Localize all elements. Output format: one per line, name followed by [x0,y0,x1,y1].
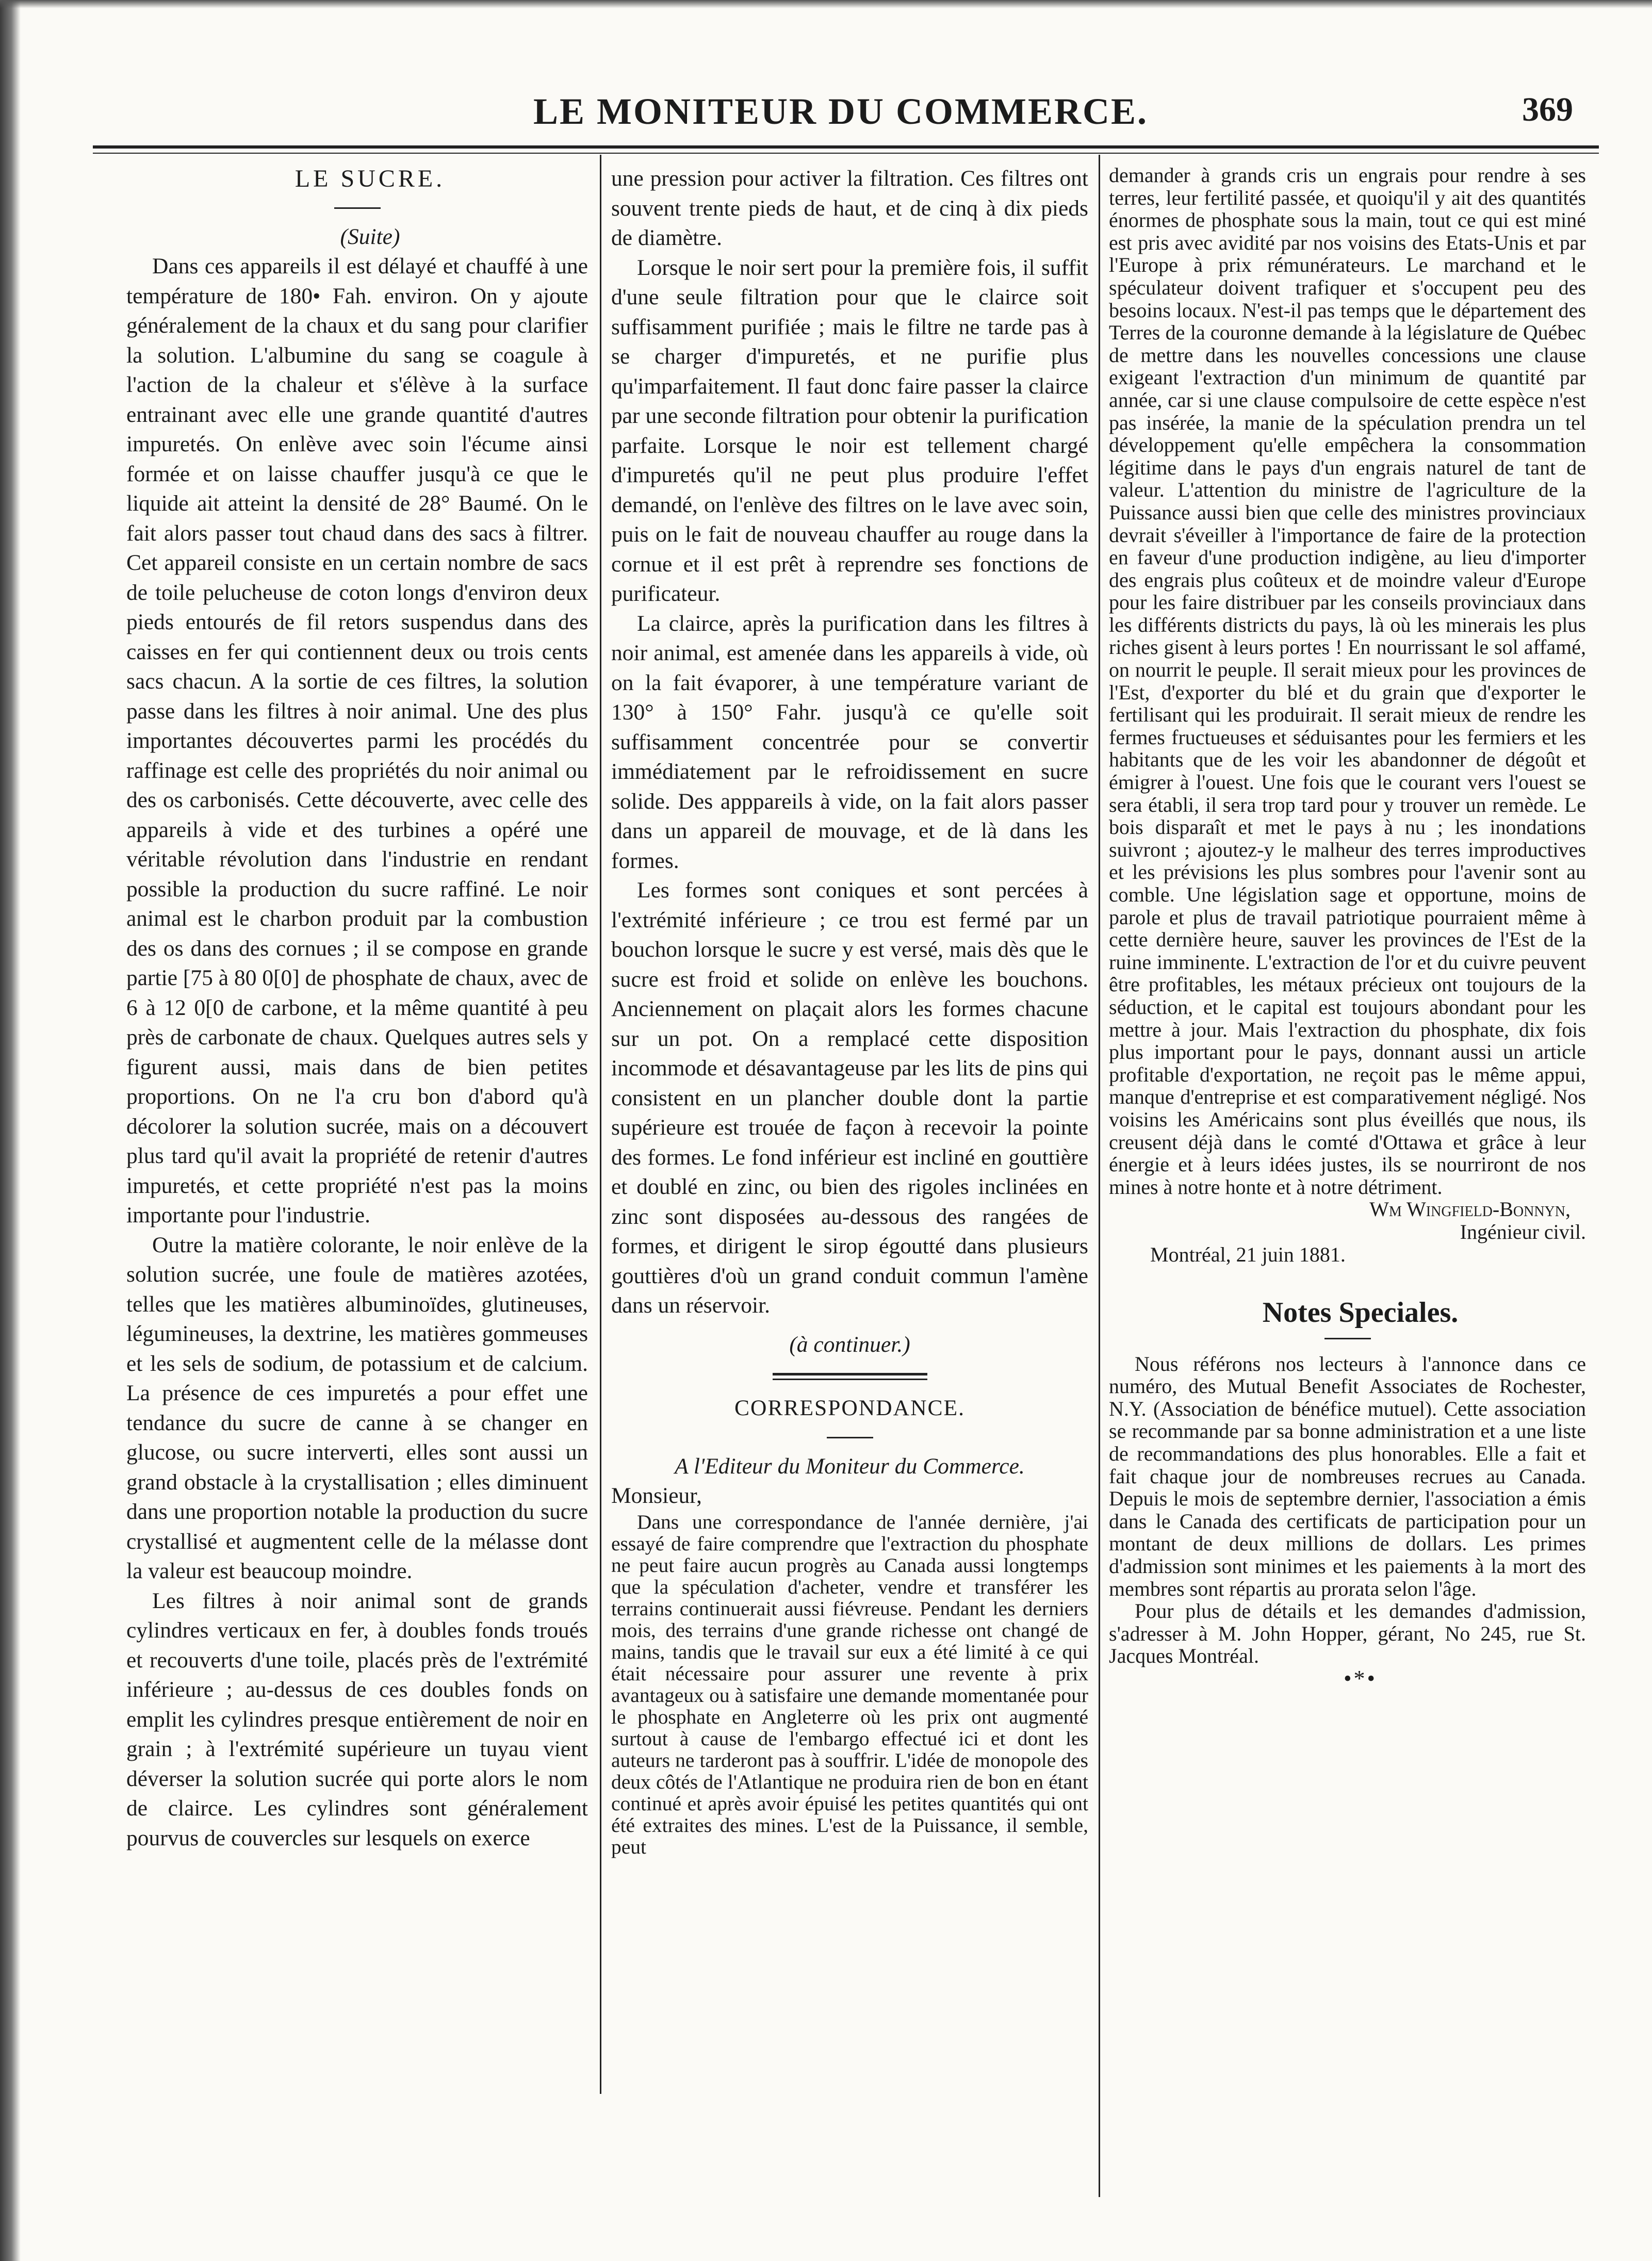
notes-title: Notes Speciales. [1262,1297,1459,1329]
ornament: •*• [1344,1666,1377,1691]
page-number: 369 [1522,91,1573,128]
header-rule [93,145,1599,149]
section-double-rule [773,1373,927,1380]
column-divider [600,155,601,2094]
article-paragraph: Les filtres à noir animal sont de grands cylindres verticaux en fer, à doubles fonds troués et recouverts d'une toile, placés près de l'extrémité inférieure ; au-dessus de ces doubles fonds on emplit les cylindres presque entièrement de noir en grain ; à l'extrémité supérieure un tuyau vient déverser la solution sucrée qui porte alors le nom de clairce. Les cylindres sont généralement pourvus de couvercles sur lesquels on exerce [126,1588,588,1850]
article-title: LE SUCRE. [295,165,446,192]
correspondence-continued: demander à grands cris un engrais pour rendre à ses terres, leur fertilité passée, et quoiqu'il y ait des quantités énormes de phosphate sous la main, tout ce qui est miné est pris avec avidité par nos voisins des Etats-Unis et par l'Europe à prix rémunérateurs. Le marchand et le spéculateur doivent trafiquer et s'occupent peu des besoins locaux. N'est-il pas temps que le département des Terres de la couronne demande à la législature de Québec de mettre dans les nouvelles concessions une clause exigeant l'extraction d'un minimum de quantité par année, car si une clause compulsoire de cette espèce n'est pas insérée, la manie de la spéculation prendra un tel développement qu'elle empêchera la consommation légitime dans le pays d'un engrais naturel de tant de valeur. L'attention du ministre de l'agriculture de la Puissance aussi bien que celle des ministres provinciaux devrait s'éveiller à l'importance de faire de la protection en faveur d'une production indigène, au lieu d'importer des engrais plus coûteux et de moindre valeur d'Europe pour les faire distribuer par les conseils provinciaux dans les différents districts du pays, là où les minerais les plus riches gisent à leurs portes ! En nourrissant le sol affamé, on nourrit le peuple. Il serait mieux pour les provinces de l'Est, d'exporter du blé et du grain que d'exporter le fertilisant qui les produirait. Il serait mieux de rendre les fermes fructueuses et séduisantes pour les fermiers et les habitants que de les voir les abandonner de dégoût et émigrer à l'ouest. Une fois que le courant vers l'ouest se sera établi, il sera trop tard pour y trouver un remède. Le bois disparaît et met le pays à nu ; les inondations suivront ; ajoutez-y le malheur des terres improductives et les prévisions les plus sombres pour l'avenir sont au comble. Une législation sage et opportune, moins de parole et plus de travail patriotique pourraient même à cette dernière heure, sauver les provinces de l'Est de la ruine imminente. L'extraction de l'or et du cuivre peuvent être profitables, les métaux précieux ont toujours de la séduction, et le capital est toujours abondant pour les mettre à jour. Mais l'extraction du phosphate, dix fois plus important pour le pays, donnant aussi un article profitable d'exportation, ne reçoit pas le même appui, manque d'entreprise et est comparativement négligé. Nos voisins les Américains sont plus éveillés que nous, ils creusent déjà dans le comté d'Ottawa et grâce à leur énergie et à leurs idées justes, ils se nourriront de nos mines à notre honte et à notre détriment. [1109,163,1586,1199]
article-paragraph: une pression pour activer la filtration. Ces filtres ont souvent trente pieds de haut, et de cinq à dix pieds de diamètre. [611,166,1088,250]
article-paragraph: La clairce, après la purification dans les filtres à noir animal, est amenée dans les appareils à vide, où on la fait évaporer, à une température variant de 130° à 150° Fahr. jusqu'à ce qu'elle soit suffisamment concentrée pour se convertir immédiatement par le refroidissement en sucre solide. Des apppareils à vide, on la fait alors passer dans un appareil de mouvage, et de là dans les formes. [611,611,1088,873]
column-left [126,164,588,1853]
correspondence-salutation: Monsieur, [611,1483,702,1508]
correspondence-title: CORRESPONDANCE. [734,1396,965,1420]
column-divider [1099,155,1100,2197]
column-middle [611,164,1088,1858]
dateline: Montréal, 21 juin 1881. [1150,1242,1346,1266]
signature-title: Ingénieur civil. [1460,1220,1586,1243]
title-rule [1324,1338,1371,1339]
article-paragraph: Lorsque le noir sert pour la première fois, il suffit d'une seule filtration pour que le clairce soit suffisamment purifiée ; mais le filtre ne tarde pas à se charger d'impuretés, et ne purifie plus qu'imparfaitement. Il faut donc faire passer la clairce par une seconde filtration pour obtenir la purification parfaite. Lorsque le noir est tellement chargé d'impuretés qu'il ne peut plus produire l'effet demandé, on l'enlève des filtres on le lave avec soin, puis on le fait de nouveau chauffer au rouge dans la cornue et il est prêt à reprendre ses fonctions de purificateur. [611,255,1088,606]
header-rule-thin [93,153,1599,154]
correspondence-body: Dans une correspondance de l'année dernière, j'ai essayé de faire comprendre que l'extraction du phosphate ne peut faire aucun progrès au Canada aussi longtemps que la spéculation d'acheter, vendre et transférer les terrains continuerait aussi fiévreuse. Pendant les derniers mois, des terrains d'une grande richesse ont changé de mains, tandis que le travail sur eux a été limité à ce qui était nécessaire pour assurer une revente à prix avantageux ou à satisfaire une demande momentanée pour le phosphate en Angleterre où les prix ont augmenté surtout à cause de l'embargo effectué ici et dont les auteurs ne tarderont pas à souffrir. L'idée de monopole des deux côtés de l'Atlantique ne produira rien de bon en étant continué et après avoir épuisé les petites quantités qui ont été extraites des mines. L'est de la Puissance, il semble, peut [611,1510,1088,1858]
correspondence-address: A l'Editeur du Moniteur du Commerce. [675,1453,1025,1479]
masthead [88,90,1594,137]
signature: Wm Wingfield-Bonnyn, [1369,1198,1571,1221]
scan-top-edge [0,0,1652,8]
notes-paragraph: Nous référons nos lecteurs à l'annonce dans ce numéro, des Mutual Benefit Associates de Rochester, N.Y. (Association de bénéfice mutuel). Cette association se recommande par sa bonne administration et a une liste de recommandations des plus honorables. Elle a fait et fait chaque jour de nombreuses recrues au Canada. Depuis le mois de septembre dernier, l'association a émis dans le Canada des certificats de participation pour un montant de deux millions de dollars. Les primes d'admission sont minimes et les paiements à la mort des membres sont répartis au prorata selon l'âge. [1109,1352,1586,1600]
column-right [1109,164,1586,1690]
article-paragraph: Les formes sont coniques et sont percées à l'extrémité inférieure ; ce trou est fermé par un bouchon lorsque le sucre y est versé, mais dès que le sucre est froid et solide on enlève les bouchons. Anciennement on plaçait alors les formes chacune sur un pot. On a remplacé cette disposition incommode et désavantageuse par les lits de pins qui consistent en un plancher double dont la partie supérieure est trouée de façon à recevoir la pointe des formes. Le fond inférieur est incliné en gouttière et doublé en zinc, ou bien des rigoles inclinées en zinc sont disposées au-dessous des rangées de formes, et dirigent le sirop égoutté dans plusieurs gouttières d'où un grand conduit commun l'amène dans un réservoir. [611,878,1088,1318]
notes-paragraph: Pour plus de détails et les demandes d'admission, s'adresser à M. John Hopper, gérant, No 245, rue St. Jacques Montréal. [1109,1599,1586,1668]
article-paragraph: Outre la matière colorante, le noir enlève de la solution sucrée, une foule de matières azotées, telles que les matières albuminoïdes, glutineuses, légumineuses, la dextrine, les matières gommeuses et les sels de sodium, de potassium et de calcium. La présence de ces impuretés a pour effet une tendance du sucre de canne à se changer en glucose, ou sucre interverti, elles sont aussi un grand obstacle à la crystallisation ; elles diminuent dans une proportion notable la production du sucre crystallisé et augmentent celle de la mélasse dont la valeur est beaucoup moindre. [126,1232,588,1583]
title-rule [334,207,381,209]
article-subtitle: (Suite) [340,224,400,249]
newspaper-title: LE MONITEUR DU COMMERCE. [533,91,1148,132]
scan-edge-shadow [0,0,21,2261]
continued-note: (à continuer.) [789,1332,910,1357]
article-paragraph: Dans ces appareils il est délayé et chauffé à une température de 180• Fah. environ. On y ajoute généralement de la chaux et du sang pour clarifier la solution. L'albumine du sang se coagule à l'action de la chaleur et s'élève à la surface entrainant avec elle une grande quantité d'autres impuretés. On enlève avec soin l'écume ainsi formée et on laisse chauffer jusqu'à ce que le liquide ait atteint la densité de 28° Baumé. On le fait alors passer tout chaud dans des sacs à filtrer. Cet appareil consiste en un certain nombre de sacs de toile pelucheuse de coton longs d'environ deux pieds entourés de fil retors suspendus dans des caisses en fer qui contiennent deux ou trois cents sacs chacun. A la sortie de ces filtres, la solution passe dans les filtres à noir animal. Une des plus importantes découvertes parmi les procédés du raffinage est celle des propriétés du noir animal ou des os carbonisés. Cette découverte, avec celle des appareils à vide et des turbines a opéré une véritable révolution dans l'industrie en rendant possible la production du sucre raffiné. Le noir animal est le charbon produit par la combustion des os dans des cornues ; il se compose en grande partie [75 à 80 0[0] de phosphate de chaux, avec de 6 à 12 0[0 de carbone, et la même quantité à peu près de carbonate de chaux. Quelques autres sels y figurent aussi, mais dans de bien petites proportions. On ne l'a cru bon d'abord qu'à décolorer la solution sucrée, mais on a découvert plus tard qu'il avait la propriété de retenir d'autres impuretés, et cette propriété n'est pas la moins importante pour l'industrie. [126,254,588,1227]
title-rule [827,1437,873,1438]
